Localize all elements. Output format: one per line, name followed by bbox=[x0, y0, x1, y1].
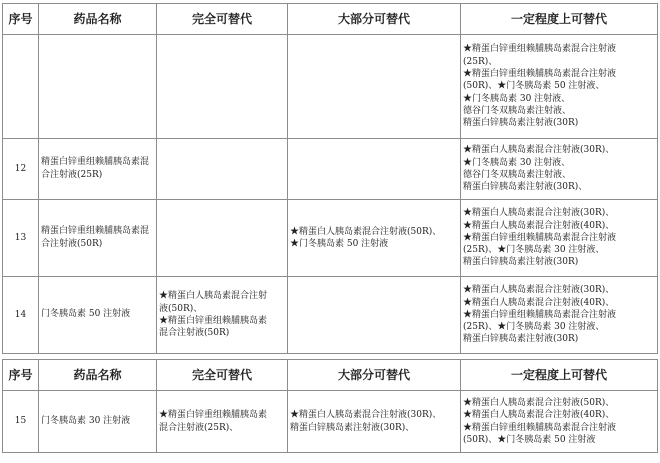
table-header-row bbox=[3, 360, 658, 391]
substitute-item: 精蛋白锌胰岛素注射液(30R)、 bbox=[463, 182, 588, 193]
mostly-replaceable-cell bbox=[288, 277, 461, 354]
drug-name bbox=[39, 35, 157, 139]
header-drug-name: 药品名称 bbox=[39, 4, 157, 35]
substitute-item: ★精蛋白锌重组赖脯胰岛素混合注射液 bbox=[463, 44, 617, 55]
fully-replaceable-cell bbox=[157, 139, 288, 200]
partially-replaceable-cell bbox=[461, 35, 658, 139]
substitute-item: (25R)、★门冬胰岛素 30 注射液、 bbox=[463, 245, 605, 256]
substitute-item: ★精蛋白人胰岛素混合注射液(30R)、 bbox=[290, 410, 442, 421]
substitute-item: ★精蛋白锌重组赖脯胰岛素混合注射液 bbox=[463, 69, 617, 80]
substitute-item: ★精蛋白人胰岛素混合注射液(50R)、 bbox=[290, 226, 442, 237]
substitute-item: (25R)、★门冬胰岛素 30 注射液、 bbox=[463, 322, 605, 333]
table-row bbox=[3, 391, 658, 453]
table-row bbox=[3, 139, 658, 200]
table-row bbox=[3, 200, 658, 277]
substitute-item: 混合注射液(25R)、 bbox=[159, 422, 239, 433]
drug-name: 精蛋白锌重组赖脯胰岛素混合注射液(25R) bbox=[39, 139, 157, 200]
substitute-item: ★精蛋白人胰岛素混合注射液(40R)、 bbox=[463, 410, 615, 421]
substitute-item: ★精蛋白锌重组赖脯胰岛素混合注射液 bbox=[463, 422, 617, 433]
substitute-item: ★精蛋白锌重组赖脯胰岛素混合注射液 bbox=[463, 232, 617, 243]
substitute-item: ★精蛋白人胰岛素混合注射液(50R)、 bbox=[463, 397, 615, 408]
drug-substitution-table bbox=[2, 3, 658, 354]
table-row bbox=[3, 277, 658, 354]
substitute-item: ★精蛋白锌重组赖脯胰岛素混合注射液 bbox=[463, 309, 617, 320]
substitute-item: ★精蛋白人胰岛素混合注射液(30R)、 bbox=[463, 285, 615, 296]
substitute-item: 德谷门冬双胰岛素注射液、 bbox=[463, 170, 572, 180]
mostly-replaceable-cell bbox=[288, 200, 461, 277]
substitute-item: ★精蛋白锌重组赖脯胰岛素 bbox=[159, 316, 268, 326]
substitute-item: ★门冬胰岛素 50 注射液 bbox=[290, 239, 389, 249]
header-mostly-replaceable: 大部分可替代 bbox=[288, 4, 461, 35]
substitute-item: ★精蛋白人胰岛素混合注射液(40R)、 bbox=[463, 297, 615, 308]
substitute-item: (50R)、★门冬胰岛素 50 注射液 bbox=[463, 434, 596, 445]
fully-replaceable-cell bbox=[157, 35, 288, 139]
row-number: 12 bbox=[3, 139, 39, 200]
substitute-item: ★门冬胰岛素 30 注射液、 bbox=[463, 93, 571, 104]
substitute-item: 精蛋白锌胰岛素注射液(30R) bbox=[463, 257, 579, 268]
fully-replaceable-cell bbox=[157, 277, 288, 354]
row-number: 13 bbox=[3, 200, 39, 277]
row-number: 14 bbox=[3, 277, 39, 354]
header-no: 序号 bbox=[3, 4, 39, 35]
substitute-item: 德谷门冬双胰岛素注射液、 bbox=[463, 105, 572, 116]
drug-name: 门冬胰岛素 50 注射液 bbox=[39, 277, 157, 354]
substitute-item: ★精蛋白锌重组赖脯胰岛素 bbox=[159, 410, 268, 421]
substitute-item: 精蛋白锌胰岛素注射液(30R) bbox=[463, 334, 579, 345]
mostly-replaceable-cell bbox=[288, 35, 461, 139]
substitute-item: 混合注射液(50R) bbox=[159, 328, 230, 339]
drug-name: 门冬胰岛素 30 注射液 bbox=[39, 391, 157, 453]
drug-substitution-table-continued bbox=[2, 359, 658, 453]
substitute-item: ★精蛋白人胰岛素混合注射液(40R)、 bbox=[463, 220, 615, 231]
partially-replaceable-cell bbox=[461, 139, 658, 200]
header-mostly-replaceable: 大部分可替代 bbox=[288, 360, 461, 391]
partially-replaceable-cell bbox=[461, 277, 658, 354]
partially-replaceable-cell bbox=[461, 200, 658, 277]
mostly-replaceable-cell bbox=[288, 391, 461, 453]
fully-replaceable-cell bbox=[157, 200, 288, 277]
header-fully-replaceable: 完全可替代 bbox=[157, 4, 288, 35]
fully-replaceable-cell bbox=[157, 391, 288, 453]
substitute-item: 液(50R)、 bbox=[159, 303, 203, 314]
header-partially-replaceable: 一定程度上可替代 bbox=[461, 4, 658, 35]
table-header-row bbox=[3, 4, 658, 35]
substitute-item: 精蛋白锌胰岛素注射液(30R) bbox=[463, 118, 579, 129]
substitute-item: 精蛋白锌胰岛素注射液(30R)、 bbox=[290, 422, 415, 433]
substitute-item: (50R)、★门冬胰岛素 50 注射液、 bbox=[463, 81, 605, 92]
row-number: 15 bbox=[3, 391, 39, 453]
partially-replaceable-cell bbox=[461, 391, 658, 453]
mostly-replaceable-cell bbox=[288, 139, 461, 200]
header-partially-replaceable: 一定程度上可替代 bbox=[461, 360, 658, 391]
substitute-item: ★门冬胰岛素 30 注射液、 bbox=[463, 157, 571, 168]
table-row bbox=[3, 35, 658, 139]
header-drug-name: 药品名称 bbox=[39, 360, 157, 391]
row-number bbox=[3, 35, 39, 139]
drug-name: 精蛋白锌重组赖脯胰岛素混合注射液(50R) bbox=[39, 200, 157, 277]
substitute-item: ★精蛋白人胰岛素混合注射液(30R)、 bbox=[463, 145, 615, 156]
substitute-item: ★精蛋白人胰岛素混合注射 bbox=[159, 291, 268, 302]
header-fully-replaceable: 完全可替代 bbox=[157, 360, 288, 391]
substitute-item: (25R)、 bbox=[463, 56, 498, 67]
header-no: 序号 bbox=[3, 360, 39, 391]
substitute-item: ★精蛋白人胰岛素混合注射液(30R)、 bbox=[463, 208, 615, 219]
